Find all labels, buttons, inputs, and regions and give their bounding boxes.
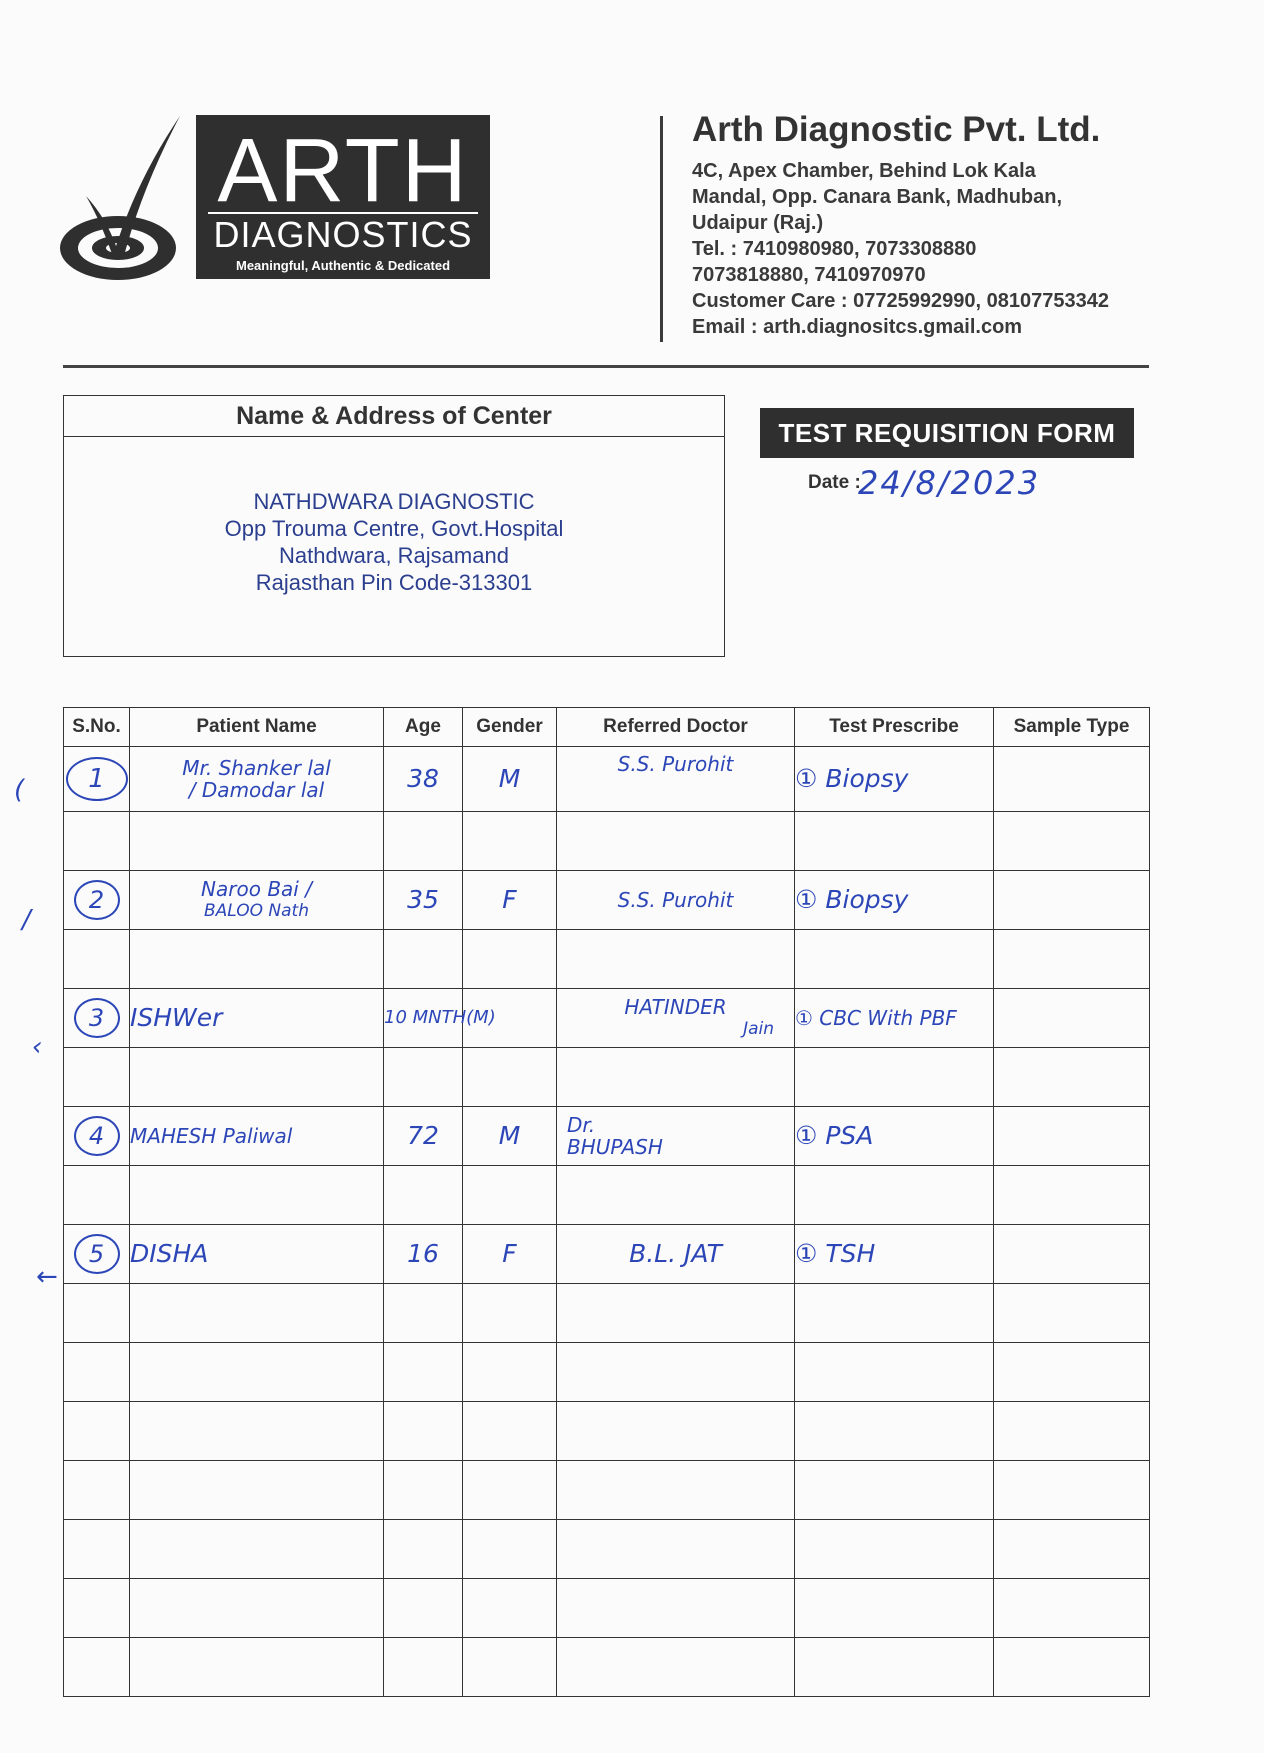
patient-relation: / Damodar lal [188,778,325,802]
blank-cell[interactable] [384,1579,463,1638]
sample-cell[interactable] [994,747,1150,812]
patient-name: Mr. Shanker lal [182,756,331,780]
blank-cell[interactable] [994,812,1150,871]
sno-cell[interactable] [64,1107,130,1166]
blank-cell[interactable] [557,1461,795,1520]
header-age: Age [384,708,463,747]
blank-cell[interactable] [557,812,795,871]
age-cell[interactable]: 10 MNTH(M) [384,989,463,1048]
blank-cell[interactable] [994,1402,1150,1461]
table-row-blank [64,1402,1150,1461]
blank-cell[interactable] [795,1520,994,1579]
sample-cell[interactable] [994,1107,1150,1166]
blank-cell[interactable] [795,1343,994,1402]
blank-cell[interactable] [463,1461,557,1520]
header-gender: Gender [463,708,557,747]
blank-cell[interactable] [64,930,130,989]
blank-cell[interactable] [130,1461,384,1520]
blank-cell[interactable] [130,1048,384,1107]
header-divider [660,116,663,342]
logo-brand: ARTH [217,121,469,221]
blank-cell[interactable] [130,1638,384,1697]
table-row-blank [64,1048,1150,1107]
customer-care-line: Customer Care : 07725992990, 08107753342 [692,290,1109,312]
margin-tick-icon: ( [14,775,25,805]
patient-name-cell[interactable] [130,747,384,812]
test-cell[interactable]: ① TSH [795,1225,994,1284]
gender-cell[interactable]: M [463,747,557,812]
blank-cell[interactable] [795,1461,994,1520]
blank-cell[interactable] [795,1402,994,1461]
phone-line: 7073818880, 7410970970 [692,264,926,286]
doctor-cell[interactable] [557,1107,795,1166]
margin-tick-icon: ← [36,1262,58,1292]
doctor-title: Dr. [567,1113,596,1137]
logo [196,115,490,279]
sno-cell[interactable] [64,871,130,930]
table-row-blank [64,1461,1150,1520]
blank-cell[interactable] [557,1048,795,1107]
sample-cell[interactable] [994,1225,1150,1284]
blank-cell[interactable] [994,930,1150,989]
center-address-stamp: Nathdwara, Rajsamand [279,543,509,568]
address-line: Mandal, Opp. Canara Bank, Madhuban, [692,186,1063,208]
company-name: Arth Diagnostic Pvt. Ltd. [692,110,1101,149]
patient-name: Naroo Bai / [201,877,312,901]
logo-subtitle: DIAGNOSTICS [213,214,473,255]
margin-tick-icon: / [22,905,31,935]
blank-cell[interactable] [463,1166,557,1225]
gender-cell[interactable]: F [463,871,557,930]
blank-cell[interactable] [384,1166,463,1225]
blank-cell[interactable] [384,1638,463,1697]
table-row [64,989,1150,1048]
blank-cell[interactable] [994,1461,1150,1520]
requisition-table [63,707,1150,1697]
blank-cell[interactable] [557,1402,795,1461]
patient-name-cell[interactable]: ISHWer [130,989,384,1048]
header-referred-doctor: Referred Doctor [557,708,795,747]
blank-cell[interactable] [557,1343,795,1402]
header-test-prescribe: Test Prescribe [795,708,994,747]
table-row [64,1107,1150,1166]
blank-cell[interactable] [795,1284,994,1343]
patient-name-cell[interactable] [130,871,384,930]
header-sample-type: Sample Type [994,708,1150,747]
email-line: Email : arth.diagnositcs.gmail.com [692,316,1023,338]
blank-cell[interactable] [384,1343,463,1402]
gender-cell[interactable]: F [463,1225,557,1284]
header-sno: S.No. [64,708,130,747]
sample-cell[interactable] [994,989,1150,1048]
blank-cell[interactable] [130,1402,384,1461]
blank-cell[interactable] [557,1520,795,1579]
doctor-cell[interactable] [557,989,795,1048]
blank-cell[interactable] [384,1520,463,1579]
table-row [64,1225,1150,1284]
table-row [64,747,1150,812]
table-row-blank [64,1343,1150,1402]
blank-cell[interactable] [557,1638,795,1697]
address-line: Udaipur (Raj.) [692,212,824,234]
sno-value: 4 [74,1116,120,1156]
blank-cell[interactable] [384,1048,463,1107]
blank-cell[interactable] [795,930,994,989]
test-cell[interactable]: ① PSA [795,1107,994,1166]
center-title-row [64,396,724,437]
doctor-surname: Jain [743,1019,774,1039]
address-line: 4C, Apex Chamber, Behind Lok Kala [692,160,1036,182]
blank-cell[interactable] [463,930,557,989]
blank-cell[interactable] [463,1638,557,1697]
gender-cell[interactable]: M [463,1107,557,1166]
form-title: TEST REQUISITION FORM [760,408,1134,458]
table-row-blank [64,1284,1150,1343]
phone-line: Tel. : 7410980980, 7073308880 [692,238,977,260]
blank-cell[interactable] [384,1461,463,1520]
center-address-stamp: Opp Trouma Centre, Govt.Hospital [224,516,564,541]
sno-value: 2 [74,880,120,920]
blank-cell[interactable] [64,1638,130,1697]
table-row-blank [64,1520,1150,1579]
date-label: Date : [808,472,861,493]
sno-cell[interactable] [64,989,130,1048]
table-header-row [64,708,1150,747]
center-address-stamp: Rajasthan Pin Code-313301 [255,570,533,595]
blank-cell[interactable] [384,812,463,871]
blank-cell[interactable] [130,1520,384,1579]
test-cell[interactable]: ① Biopsy [795,747,994,812]
blank-cell[interactable] [994,1284,1150,1343]
blank-cell[interactable] [795,1048,994,1107]
blank-cell[interactable] [64,1343,130,1402]
center-name-stamp: NATHDWARA DIAGNOSTIC [253,489,535,514]
blank-cell[interactable] [463,1520,557,1579]
sno-value: 1 [66,757,128,801]
table-row-blank [64,1638,1150,1697]
blank-cell[interactable] [384,930,463,989]
blank-cell[interactable] [463,1402,557,1461]
blank-cell[interactable] [64,812,130,871]
center-address-box [63,395,725,657]
table-row [64,871,1150,930]
blank-cell[interactable] [994,1343,1150,1402]
age-cell[interactable]: 16 [384,1225,463,1284]
table-row-blank [64,930,1150,989]
blank-cell[interactable] [795,1166,994,1225]
age-cell[interactable]: 38 [384,747,463,812]
blank-cell[interactable] [130,1284,384,1343]
age-cell[interactable]: 35 [384,871,463,930]
blank-cell[interactable] [130,930,384,989]
blank-cell[interactable] [463,1579,557,1638]
blank-cell[interactable] [64,1579,130,1638]
header-rule [63,365,1149,368]
test-cell[interactable]: ① CBC With PBF [795,989,994,1048]
blank-cell[interactable] [64,1284,130,1343]
margin-tick-icon: ‹ [32,1032,43,1062]
logo-mark-icon [58,108,208,288]
table-row-blank [64,1166,1150,1225]
patient-name-cell[interactable]: MAHESH Paliwal [130,1107,384,1166]
blank-cell[interactable] [130,1579,384,1638]
blank-cell[interactable] [463,812,557,871]
blank-cell[interactable] [994,1579,1150,1638]
patient-name-cell[interactable]: DISHA [130,1225,384,1284]
sample-cell[interactable] [994,871,1150,930]
blank-cell[interactable] [994,1166,1150,1225]
blank-cell[interactable] [64,1520,130,1579]
blank-cell[interactable] [64,1402,130,1461]
table-row-blank [64,812,1150,871]
doctor-cell[interactable]: S.S. Purohit [557,747,795,812]
blank-cell[interactable] [463,1284,557,1343]
blank-cell[interactable] [795,812,994,871]
doctor-name: BHUPASH [567,1135,663,1159]
blank-cell[interactable] [994,1638,1150,1697]
doctor-cell[interactable]: B.L. JAT [557,1225,795,1284]
sno-cell[interactable] [64,747,130,812]
center-title: Name & Address of Center [236,402,552,430]
blank-cell[interactable] [130,1166,384,1225]
blank-cell[interactable] [130,812,384,871]
sno-value: 5 [74,1234,120,1274]
doctor-name: HATINDER [624,995,727,1019]
logo-tagline: Meaningful, Authentic & Dedicated [235,258,451,273]
blank-cell[interactable] [557,930,795,989]
blank-cell[interactable] [795,1579,994,1638]
sno-value: 3 [74,998,120,1038]
blank-cell[interactable] [994,1520,1150,1579]
blank-cell[interactable] [64,1461,130,1520]
blank-cell[interactable] [557,1579,795,1638]
blank-cell[interactable] [384,1284,463,1343]
age-cell[interactable]: 72 [384,1107,463,1166]
header-patient-name: Patient Name [130,708,384,747]
blank-cell[interactable] [557,1166,795,1225]
blank-cell[interactable] [384,1402,463,1461]
blank-cell[interactable] [130,1343,384,1402]
blank-cell[interactable] [795,1638,994,1697]
blank-cell[interactable] [463,1048,557,1107]
blank-cell[interactable] [64,1166,130,1225]
patient-relation: BALOO Nath [204,901,309,921]
test-cell[interactable]: ① Biopsy [795,871,994,930]
date-value[interactable]: 24/8/2023 [858,464,1041,502]
table-row-blank [64,1579,1150,1638]
doctor-cell[interactable]: S.S. Purohit [557,871,795,930]
blank-cell[interactable] [557,1284,795,1343]
blank-cell[interactable] [463,1343,557,1402]
sno-cell[interactable] [64,1225,130,1284]
blank-cell[interactable] [994,1048,1150,1107]
blank-cell[interactable] [64,1048,130,1107]
